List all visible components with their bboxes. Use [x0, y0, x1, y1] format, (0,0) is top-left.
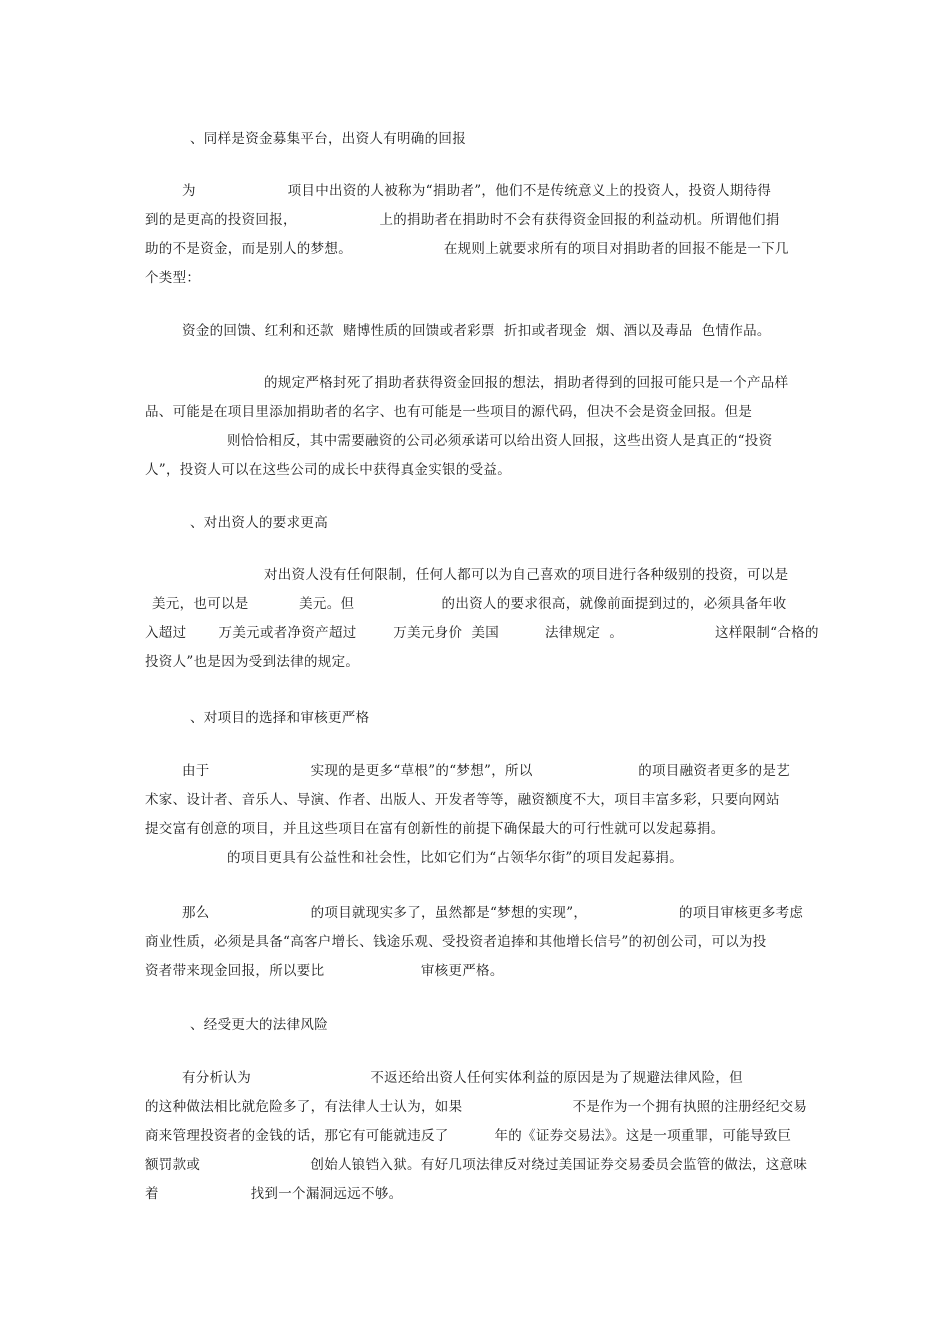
paragraph-line: 投资人”也是因为受到法律的规定。: [145, 654, 360, 670]
paragraph-line: 的规定严格封死了捐助者获得资金回报的想法，捐助者得到的回报可能只是一个产品样: [264, 375, 789, 391]
paragraph-line: 商来管理投资者的金钱的话，那它有可能就违反了 年的《证券交易法》。这是一项重罪，可能导致巨: [145, 1128, 792, 1144]
paragraph-line: 资者带来现金回报，所以要比 审核更严格。: [145, 963, 504, 979]
paragraph-line: 术家、设计者、音乐人、导演、作者、出版人、开发者等等，融资额度不大，项目丰富多彩，只要向网站: [145, 792, 780, 808]
paragraph-line: 着 找到一个漏洞远远不够。: [145, 1186, 403, 1202]
paragraph-line: 资金的回馈、红利和还款 赌博性质的回馈或者彩票 折扣或者现金 烟、酒以及毒品 色情作品。: [182, 323, 771, 339]
paragraph-line: 额罚款或 创始人锒铛入狱。有好几项法律反对绕过美国证券交易委员会监管的做法，这意味: [145, 1157, 808, 1173]
paragraph-line: 的项目更具有公益性和社会性，比如它们为“占领华尔街”的项目发起募捐。: [227, 850, 684, 866]
paragraph-line: 有分析认为 不返还给出资人任何实体利益的原因是为了规避法律风险，但: [182, 1070, 743, 1086]
heading-legal-risk: 、经受更大的法律风险: [190, 1017, 328, 1033]
paragraph-line: 则恰恰相反，其中需要融资的公司必须承诺可以给出资人回报，这些出资人是真正的“投资: [227, 433, 773, 449]
paragraph-line: 对出资人没有任何限制，任何人都可以为自己喜欢的项目进行各种级别的投资，可以是: [264, 567, 789, 583]
heading-return: 、同样是资金募集平台，出资人有明确的回报: [190, 131, 466, 147]
paragraph-line: 为 项目中出资的人被称为“捐助者”，他们不是传统意义上的投资人，投资人期待得: [182, 183, 772, 199]
paragraph-line: 个类型：: [145, 270, 201, 286]
paragraph-line: 人”，投资人可以在这些公司的成长中获得真金实银的受益。: [145, 462, 512, 478]
paragraph-line: 提交富有创意的项目，并且这些项目在富有创新性的前提下确保最大的可行性就可以发起募捐。: [145, 821, 725, 837]
paragraph-line: 那么 的项目就现实多了，虽然都是“梦想的实现”， 的项目审核更多考虑: [182, 905, 804, 921]
paragraph-line: 由于 实现的是更多“草根”的“梦想”，所以 的项目融资者更多的是艺: [182, 763, 791, 779]
paragraph-line: 到的是更高的投资回报， 上的捐助者在捐助时不会有获得资金回报的利益动机。所谓他们捐: [145, 212, 780, 228]
paragraph-line: 品、可能是在项目里添加捐助者的名字、也有可能是一些项目的源代码，但决不会是资金回报。但是: [145, 404, 753, 420]
heading-project-review: 、对项目的选择和审核更严格: [190, 710, 370, 726]
paragraph-line: 入超过 万美元或者净资产超过 万美元身价 美国 法律规定 。 这样限制“合格的: [145, 625, 819, 641]
paragraph-line: 助的不是资金，而是别人的梦想。 在规则上就要求所有的项目对捐助者的回报不能是一下几: [145, 241, 789, 257]
paragraph-line: 美元，也可以是 美元。但 的出资人的要求很高，就像前面提到过的，必须具备年收: [152, 596, 787, 612]
heading-investor-requirements: 、对出资人的要求更高: [190, 515, 328, 531]
paragraph-line: 商业性质，必须是具备“高客户增长、钱途乐观、受投资者追捧和其他增长信号”的初创公司，可以为投: [145, 934, 767, 950]
paragraph-line: 的这种做法相比就危险多了，有法律人士认为，如果 不是作为一个拥有执照的注册经纪交易: [145, 1099, 808, 1115]
